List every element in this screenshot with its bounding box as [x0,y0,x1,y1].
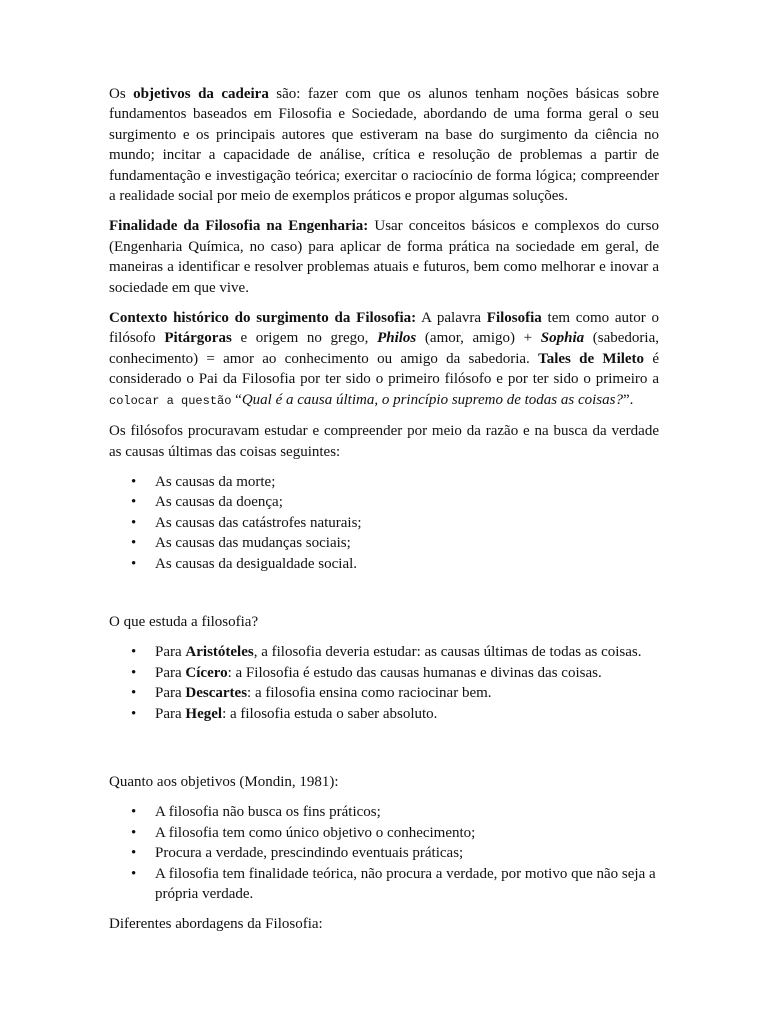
bold-italic-term: Philos [377,330,417,347]
list-item: • As causas da doença; [109,492,659,512]
text-span: é considerado o Pai da Filosofia por ter sido o primeiro filósofo e por ter sido o primeiro a [109,350,659,388]
text-span: Usar conceitos básicos e complexos do curso (Engenharia Química, no caso) para aplicar de forma prática na sociedade em geral, de maneiras a identificar e resolver problemas atuais e futuros, bem como melhorar e inovar a sociedade em que vive. [109,218,659,296]
list-item: • As causas da desigualdade social. [109,554,659,574]
list-item [109,642,659,662]
list-item: • As causas das catástrofes naturais; [109,513,659,533]
heading-estuda: O que estuda a filosofia? [109,613,259,630]
paragraph-contexto [109,308,659,411]
list-item: • A filosofia não busca os fins práticos; [109,802,659,822]
bold-italic-term: Sophia [540,330,585,347]
bold-term: Filosofia [486,310,542,327]
causas-list [109,472,659,574]
text-span: Para [155,705,186,722]
text-span: Para [155,644,186,661]
list-item [109,663,659,683]
list-item: • A filosofia tem finalidade teórica, não procura a verdade, por motivo que não seja a própria verdade. [109,864,659,905]
text-span: e origem no grego, [231,330,378,347]
mono-span: colocar a questão [109,393,232,408]
text-span: tem como autor o filósofo [109,310,659,347]
heading-abordagens: Diferentes abordagens da Filosofia: [109,916,323,933]
philosopher-name: Hegel [185,705,223,722]
list-item [109,704,659,724]
text-span: (sabedoria, conhecimento) = amor ao conhecimento ou amigo da sabedoria. [109,330,659,367]
bold-heading: Contexto histórico do surgimento da Filosofia: [109,310,417,327]
objetivos-list [109,802,659,904]
text-span: Os [109,86,134,102]
bold-heading: Finalidade da Filosofia na Engenharia: [109,218,369,235]
text-span: são: fazer com que os alunos tenham noções básicas sobre fundamentos baseados em Filosofia e Sociedade, abordando de uma forma geral o seu surgimento e os principais autores que estiveram na base do surgimento da ciência no mundo; incitar a capacidade de análise, crítica e resolução de problemas a partir de fundamentação e investigação teórica; exercitar o raciocínio de forma lógica; compreender a realidade social por meio de exemplos práticos e propor algumas soluções. [109,86,660,205]
text-span: Para [155,685,186,702]
text-span: , a filosofia deveria estudar: as causas últimas de todas as coisas. [253,644,642,661]
italic-quote: Qual é a causa última, o princípio supremo de todas as coisas? [241,391,623,408]
text-span: “ [231,391,242,408]
bold-term: Pitárgoras [164,330,232,347]
philosopher-name: Aristóteles [185,644,254,661]
paragraph-filosofos: Os filósofos procuravam estudar e compreender por meio da razão e na busca da verdade as causas últimas das coisas seguintes: [109,423,659,460]
list-item: • As causas da morte; [109,472,659,492]
list-item: • A filosofia tem como único objetivo o conhecimento; [109,823,659,843]
text-span: A palavra [416,310,487,327]
spacer [109,734,659,772]
paragraph-finalidade [109,216,659,298]
paragraph-objetivos [109,84,659,206]
heading-objetivos: Quanto aos objetivos (Mondin, 1981): [109,773,339,790]
text-span: : a Filosofia é estudo das causas humanas e divinas das coisas. [227,664,602,681]
list-item: • Procura a verdade, prescindindo eventuais práticas; [109,843,659,863]
text-span: : a filosofia estuda o saber absoluto. [222,705,438,722]
bold-term: Tales de Mileto [538,350,645,367]
spacer [109,584,659,612]
text-span: ”. [622,391,634,408]
list-item: • As causas das mudanças sociais; [109,533,659,553]
philosopher-name: Cícero [185,664,228,681]
estuda-list [109,642,659,724]
text-span: Para [155,664,186,681]
bold-term: objetivos da cadeira [133,86,269,102]
text-span: : a filosofia ensina como raciocinar bem. [247,685,492,702]
philosopher-name: Descartes [185,685,248,702]
document-body [109,84,659,945]
list-item [109,683,659,703]
text-span: (amor, amigo) + [416,330,541,347]
